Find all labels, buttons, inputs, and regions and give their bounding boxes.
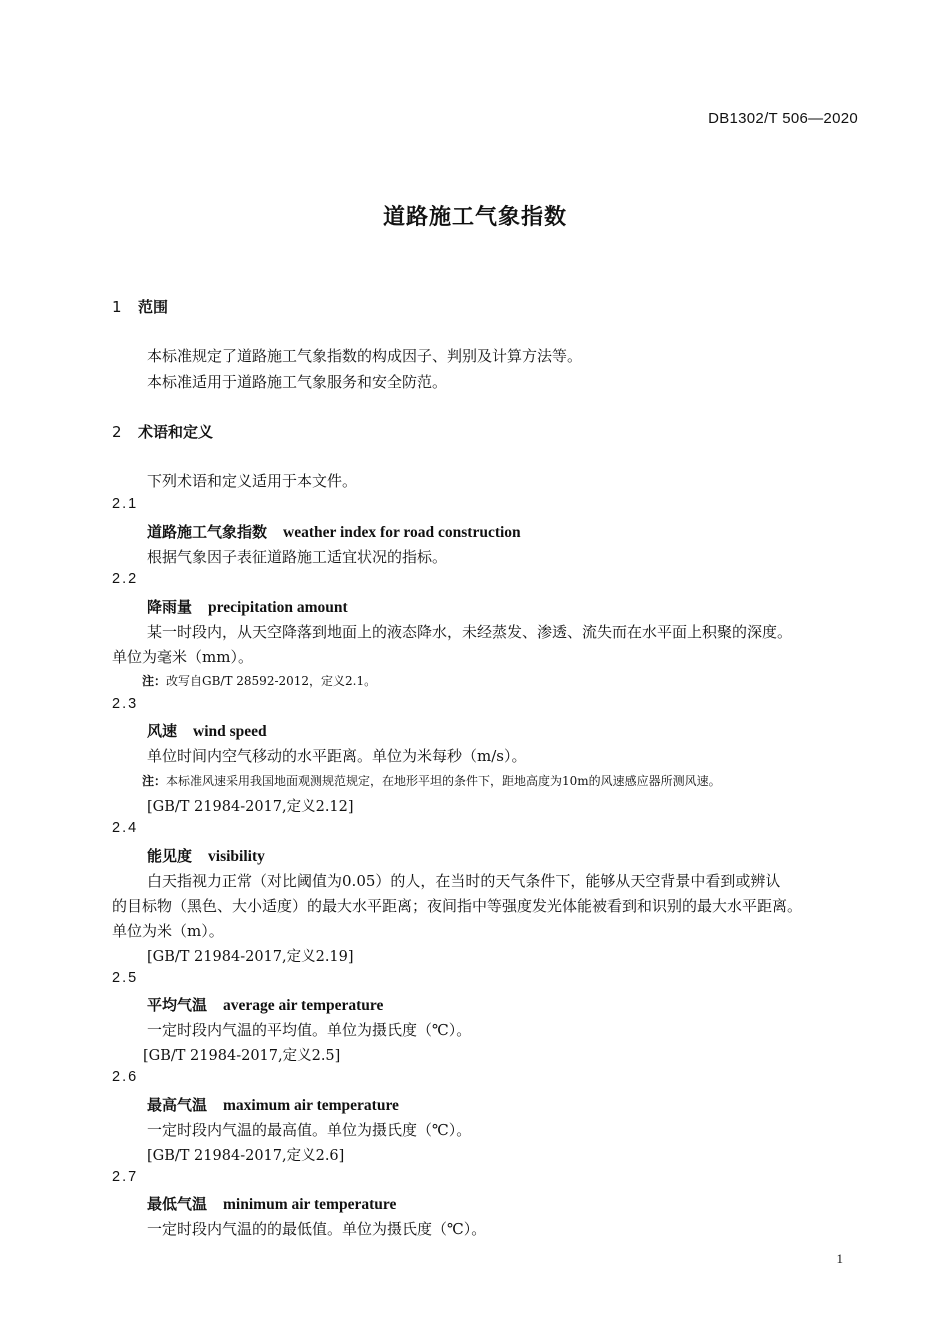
term-number: 2.2 (112, 571, 139, 587)
term-definition: 白天指视力正常（对比阈值为0.05）的人，在当时的天气条件下，能够从天空背景中看到或辨认 (147, 872, 781, 890)
term-number: 2.3 (112, 696, 139, 712)
term-definition: 根据气象因子表征道路施工适宜状况的指标。 (147, 548, 448, 566)
term-heading (147, 720, 267, 741)
term-en: maximum air temperature (223, 1097, 399, 1114)
term-zh: 能见度 (147, 847, 193, 865)
section-number: 1 (112, 298, 122, 316)
term-zh: 最高气温 (147, 1096, 208, 1114)
term-definition: 单位为毫米（mm）。 (112, 648, 253, 666)
term-definition: 一定时段内气温的最高值。单位为摄氏度（℃）。 (147, 1121, 472, 1139)
term-definition: 一定时段内气温的的最低值。单位为摄氏度（℃）。 (147, 1220, 487, 1238)
reference: [GB/T 21984-2017,定义2.6] (147, 1148, 345, 1164)
term-en: weather index for road construction (283, 524, 521, 541)
term-zh: 平均气温 (147, 996, 208, 1014)
section-title: 范围 (138, 298, 169, 316)
doc-code-header: DB1302/T 506—2020 (708, 110, 858, 127)
term-en: visibility (208, 848, 265, 865)
term-heading (147, 994, 383, 1015)
term-number: 2.7 (112, 1169, 139, 1185)
page-number: 1 (836, 1251, 843, 1266)
term-heading (147, 521, 521, 542)
term-en: precipitation amount (208, 599, 348, 616)
reference: [GB/T 21984-2017,定义2.5] (143, 1048, 341, 1064)
section-title: 术语和定义 (138, 423, 214, 441)
term-number: 2.4 (112, 820, 139, 836)
note-label: 注： (142, 774, 167, 788)
term-number: 2.1 (112, 496, 139, 512)
term-definition: 单位为米（m）。 (112, 922, 224, 940)
paragraph: 下列术语和定义适用于本文件。 (147, 472, 358, 490)
term-definition: 单位时间内空气移动的水平距离。单位为米每秒（m/s）。 (147, 747, 527, 765)
note-text: 本标准风速采用我国地面观测规范规定，在地形平坦的条件下，距地高度为10m的风速感应器所测风速。 (166, 774, 721, 788)
term-en: minimum air temperature (223, 1196, 397, 1213)
note-label: 注： (142, 674, 167, 688)
note-text: 改写自GB/T 28592-2012，定义2.1。 (166, 674, 377, 688)
term-heading (147, 845, 265, 866)
section-number: 2 (112, 423, 122, 441)
paragraph: 本标准规定了道路施工气象指数的构成因子、判别及计算方法等。 (147, 347, 583, 365)
term-number: 2.6 (112, 1069, 139, 1085)
term-zh: 道路施工气象指数 (147, 523, 268, 541)
term-zh: 降雨量 (147, 598, 193, 616)
reference: [GB/T 21984-2017,定义2.19] (147, 949, 354, 965)
term-zh: 最低气温 (147, 1195, 208, 1213)
term-en: average air temperature (223, 997, 384, 1014)
term-heading (147, 596, 348, 617)
section-1-heading (112, 296, 168, 317)
term-definition: 一定时段内气温的平均值。单位为摄氏度（℃）。 (147, 1021, 472, 1039)
term-heading (147, 1193, 396, 1214)
term-heading (147, 1094, 399, 1115)
term-definition: 某一时段内，从天空降落到地面上的液态降水，未经蒸发、渗透、流失而在水平面上积聚的深度。 (147, 623, 793, 641)
term-number: 2.5 (112, 970, 139, 986)
reference: [GB/T 21984-2017,定义2.12] (147, 799, 354, 815)
term-definition: 的目标物（黑色、大小适度）的最大水平距离；夜间指中等强度发光体能被看到和识别的最大水平距离。 (112, 897, 803, 915)
term-zh: 风速 (147, 722, 178, 740)
page-title: 道路施工气象指数 (382, 205, 567, 230)
section-2-heading (112, 421, 213, 442)
term-en: wind speed (193, 723, 267, 740)
note (142, 772, 721, 789)
paragraph: 本标准适用于道路施工气象服务和安全防范。 (147, 373, 448, 391)
note (142, 672, 376, 689)
